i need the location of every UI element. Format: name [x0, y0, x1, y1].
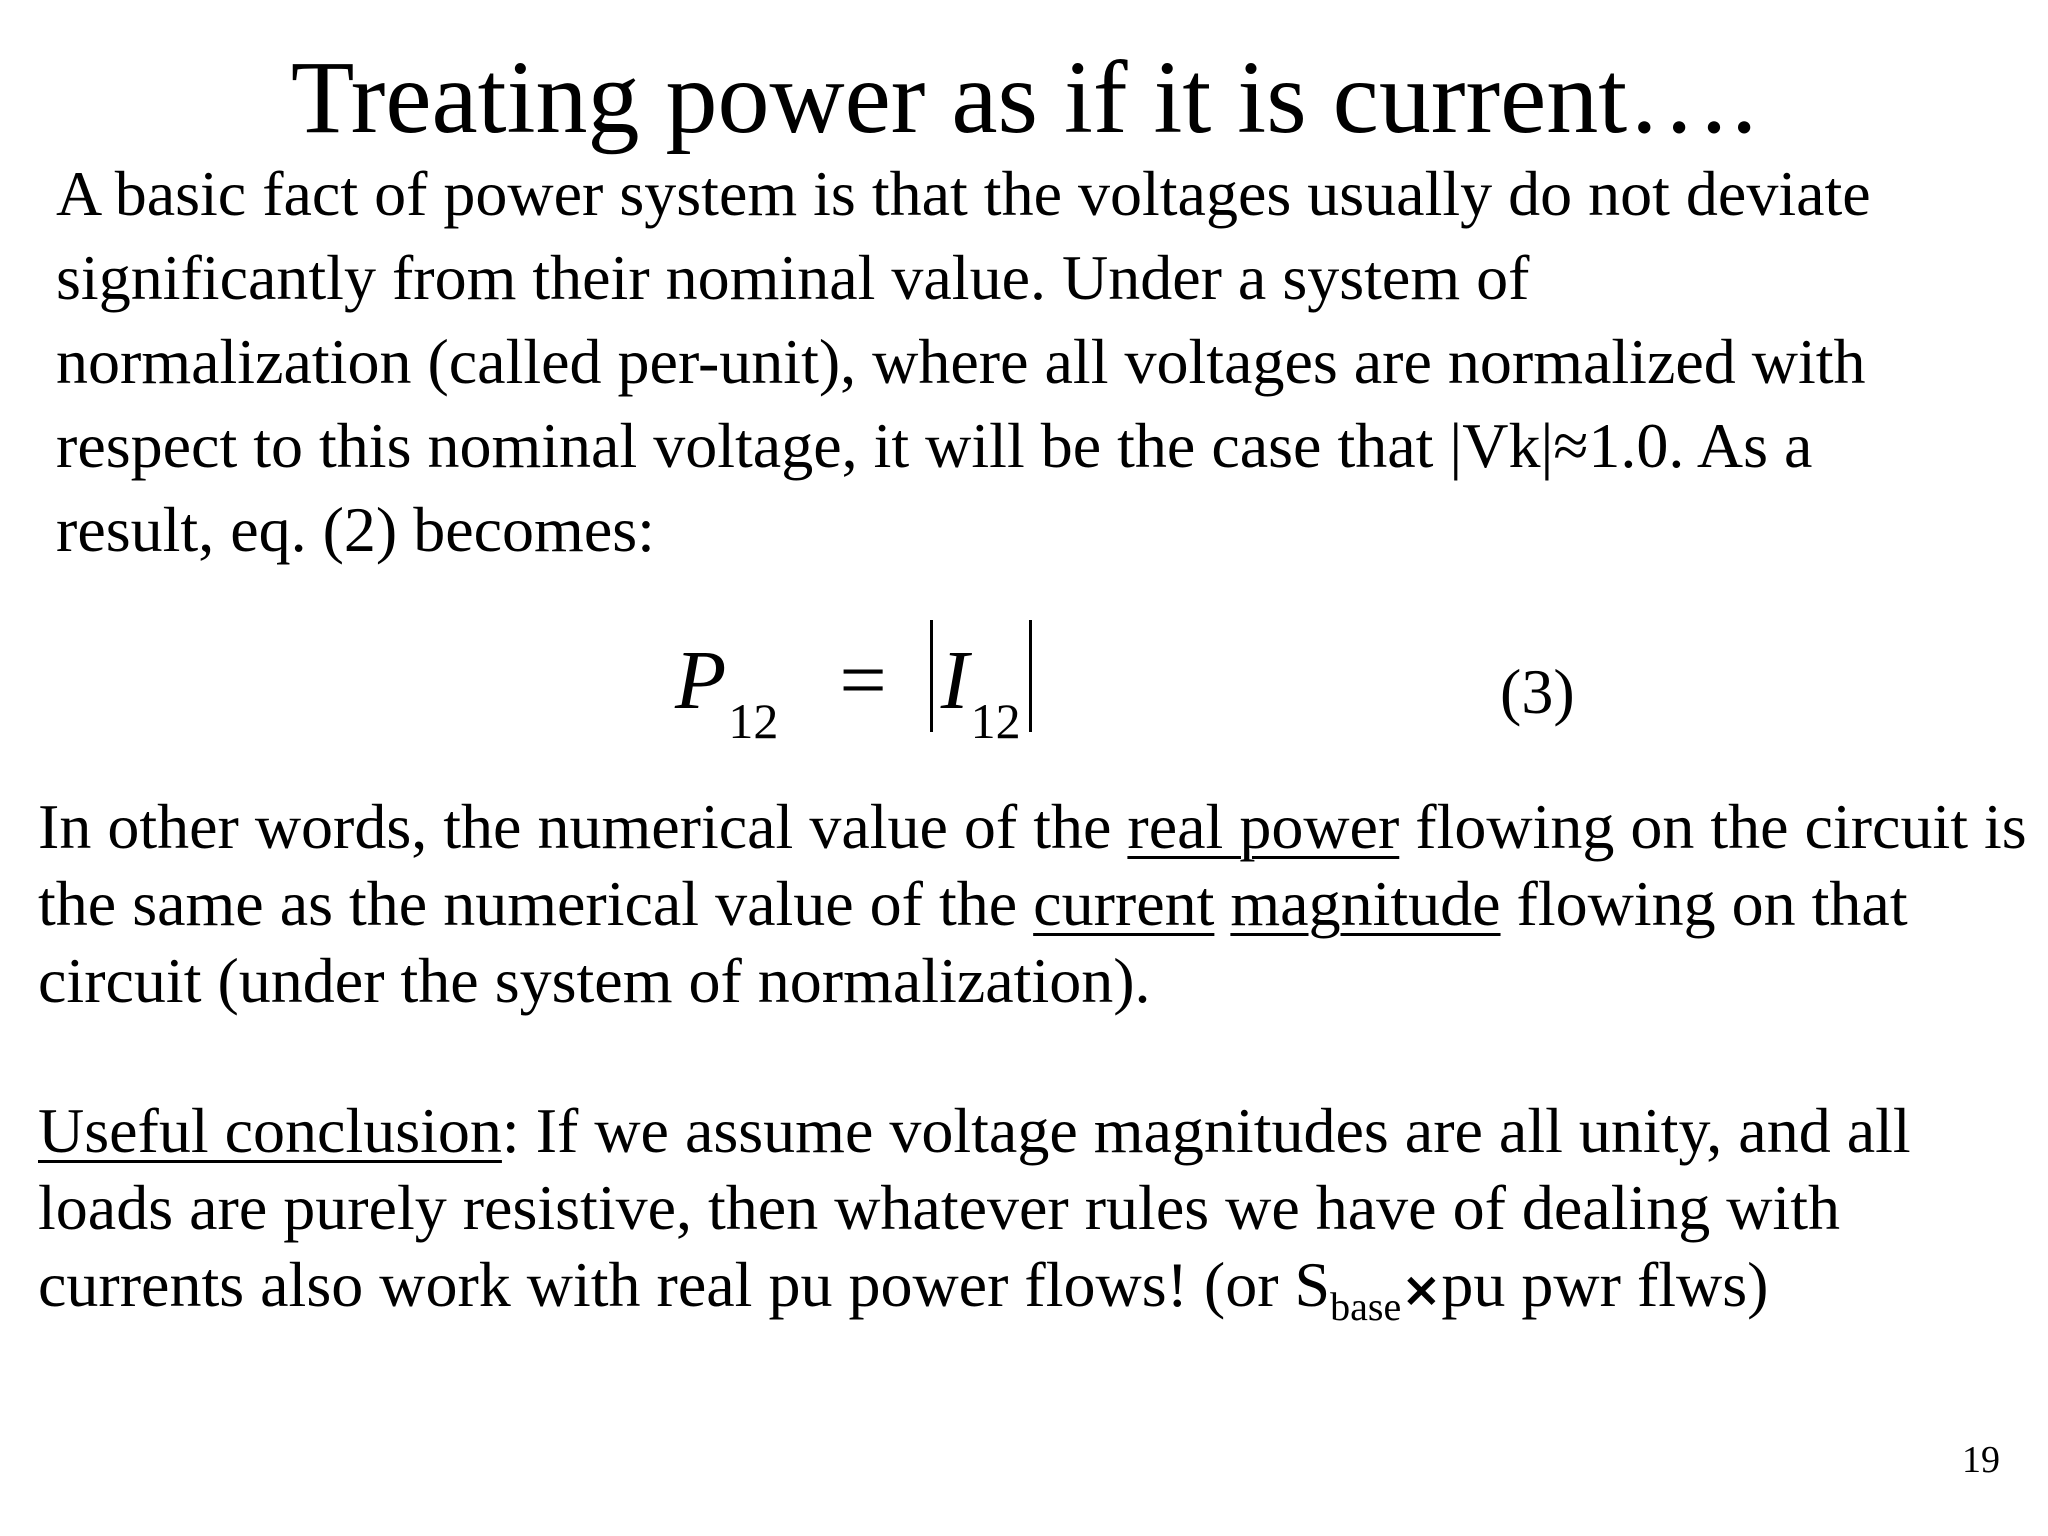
conclusion-line — [38, 1246, 2018, 1331]
underlined-term-current: current — [1033, 868, 1215, 939]
underlined-term-real-power: real power — [1127, 791, 1400, 862]
intro-line: result, eq. (2) becomes: — [56, 494, 655, 565]
equation-number: (3) — [1500, 656, 1575, 727]
equation-3 — [675, 620, 1040, 750]
conclusion-line: loads are purely resistive, then whatever rules we have of dealing with — [38, 1172, 1841, 1243]
intro-line: A basic fact of power system is that the voltages usually do not deviate — [56, 158, 1871, 229]
base-subscript: base — [1330, 1284, 1402, 1329]
equation-lhs-variable: P — [675, 634, 727, 727]
absolute-value-left-bar — [930, 620, 933, 732]
conclusion-label: Useful conclusion — [38, 1095, 502, 1166]
explanation-line — [38, 865, 2018, 942]
absolute-value-right-bar — [1029, 620, 1032, 732]
underlined-term-magnitude: magnitude — [1230, 868, 1501, 939]
explanation-text: In other words, the numerical value of the — [38, 791, 1128, 862]
conclusion-text: currents also work with real pu power flows! (or S — [38, 1249, 1331, 1320]
explanation-text: flowing on the circuit is — [1399, 791, 2027, 862]
conclusion-line — [38, 1092, 2018, 1169]
slide-title: Treating power as if it is current…. — [290, 40, 1758, 155]
conclusion-text: pu pwr flws) — [1441, 1249, 1769, 1320]
equation-lhs-subscript: 12 — [728, 693, 779, 749]
page-number: 19 — [1962, 1439, 2000, 1481]
conclusion-paragraph — [38, 1092, 2018, 1331]
equation-rhs-subscript: 12 — [970, 693, 1021, 749]
intro-line: significantly from their nominal value. Under a system of — [56, 242, 1530, 313]
explanation-text: flowing on that — [1500, 868, 1908, 939]
times-symbol: × — [1401, 1262, 1442, 1318]
equation-equals-sign: = — [839, 634, 887, 727]
intro-line: respect to this nominal voltage, it will be the case that |Vk|≈1.0. As a — [56, 410, 1813, 481]
intro-paragraph — [56, 152, 2016, 572]
explanation-paragraph — [38, 788, 2027, 1019]
intro-line: normalization (called per-unit), where all voltages are normalized with — [56, 326, 1866, 397]
explanation-text: the same as the numerical value of the — [38, 868, 1034, 939]
equation-rhs-variable: I — [940, 634, 969, 727]
explanation-line: circuit (under the system of normalization). — [38, 945, 1151, 1016]
conclusion-text: : If we assume voltage magnitudes are all unity, and all — [501, 1095, 1911, 1166]
explanation-space — [1214, 868, 1230, 939]
explanation-line — [38, 788, 2027, 865]
